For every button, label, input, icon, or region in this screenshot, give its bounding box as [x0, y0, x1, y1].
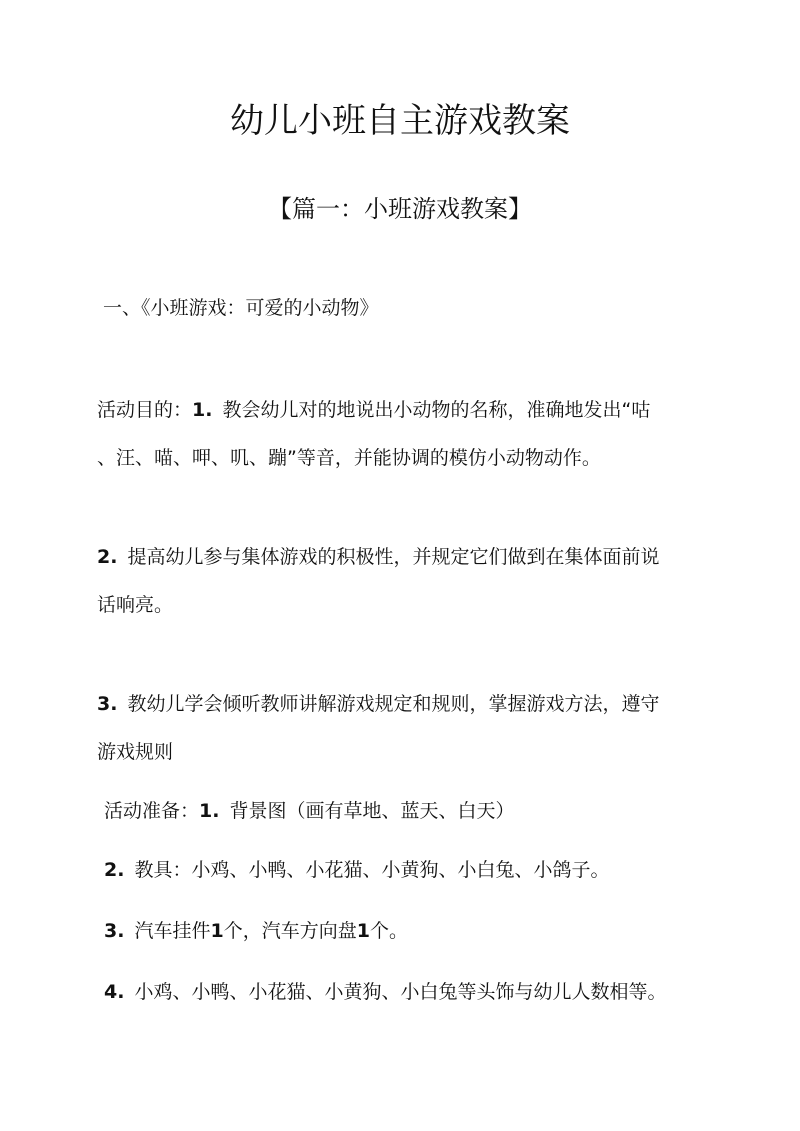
- goals-label: 活动目的：: [97, 399, 193, 421]
- goal-2-text-1: 提高幼儿参与集体游戏的积极性，并规定它们做到在集体面前说: [127, 546, 660, 568]
- goal-3-line-2: 游戏规则: [97, 741, 174, 763]
- prep-3-text-c: 个。: [369, 920, 408, 942]
- prep-1-line: [104, 799, 514, 823]
- prep-label: 活动准备：: [104, 800, 200, 822]
- prep-4-line: [104, 980, 666, 1004]
- goal-3-line-1: [97, 692, 659, 716]
- prep-3-text-a: 汽车挂件: [134, 920, 211, 942]
- goal-2-line-1: [97, 545, 659, 569]
- prep-3-number: 3.: [104, 920, 125, 942]
- prep-3-text-b: 个，汽车方向盘: [223, 920, 357, 942]
- prep-3-bold-b: 1: [356, 920, 370, 942]
- goal-1-line-1: [97, 398, 650, 422]
- prep-3-line: [104, 919, 408, 943]
- goal-2-line-2: 话响亮。: [97, 594, 174, 616]
- prep-4-number: 4.: [104, 981, 125, 1003]
- goal-3-number: 3.: [97, 693, 118, 715]
- prep-1-text: 背景图（画有草地、蓝天、白天）: [229, 800, 515, 822]
- document-subtitle: 【篇一：小班游戏教案】: [268, 195, 532, 223]
- goal-3-text-1: 教幼儿学会倾听教师讲解游戏规定和规则，掌握游戏方法，遵守: [127, 693, 660, 715]
- goal-1-line-2: 、汪、喵、呷、叽、蹦”等音，并能协调的模仿小动物动作。: [97, 447, 601, 469]
- prep-2-line: [104, 858, 609, 882]
- prep-3-bold-a: 1: [210, 920, 224, 942]
- prep-2-number: 2.: [104, 859, 125, 881]
- prep-2-text: 教具：小鸡、小鸭、小花猫、小黄狗、小白兔、小鸽子。: [134, 859, 610, 881]
- prep-1-number: 1.: [199, 800, 220, 822]
- goal-1-number: 1.: [192, 399, 213, 421]
- document-title: 幼儿小班自主游戏教案: [230, 101, 570, 141]
- goal-2-number: 2.: [97, 546, 118, 568]
- section-heading: 一、《小班游戏：可爱的小动物》: [103, 297, 379, 319]
- goal-1-text-1: 教会幼儿对的地说出小动物的名称，准确地发出“咕: [222, 399, 651, 421]
- prep-4-text: 小鸡、小鸭、小花猫、小黄狗、小白兔等头饰与幼儿人数相等。: [134, 981, 667, 1003]
